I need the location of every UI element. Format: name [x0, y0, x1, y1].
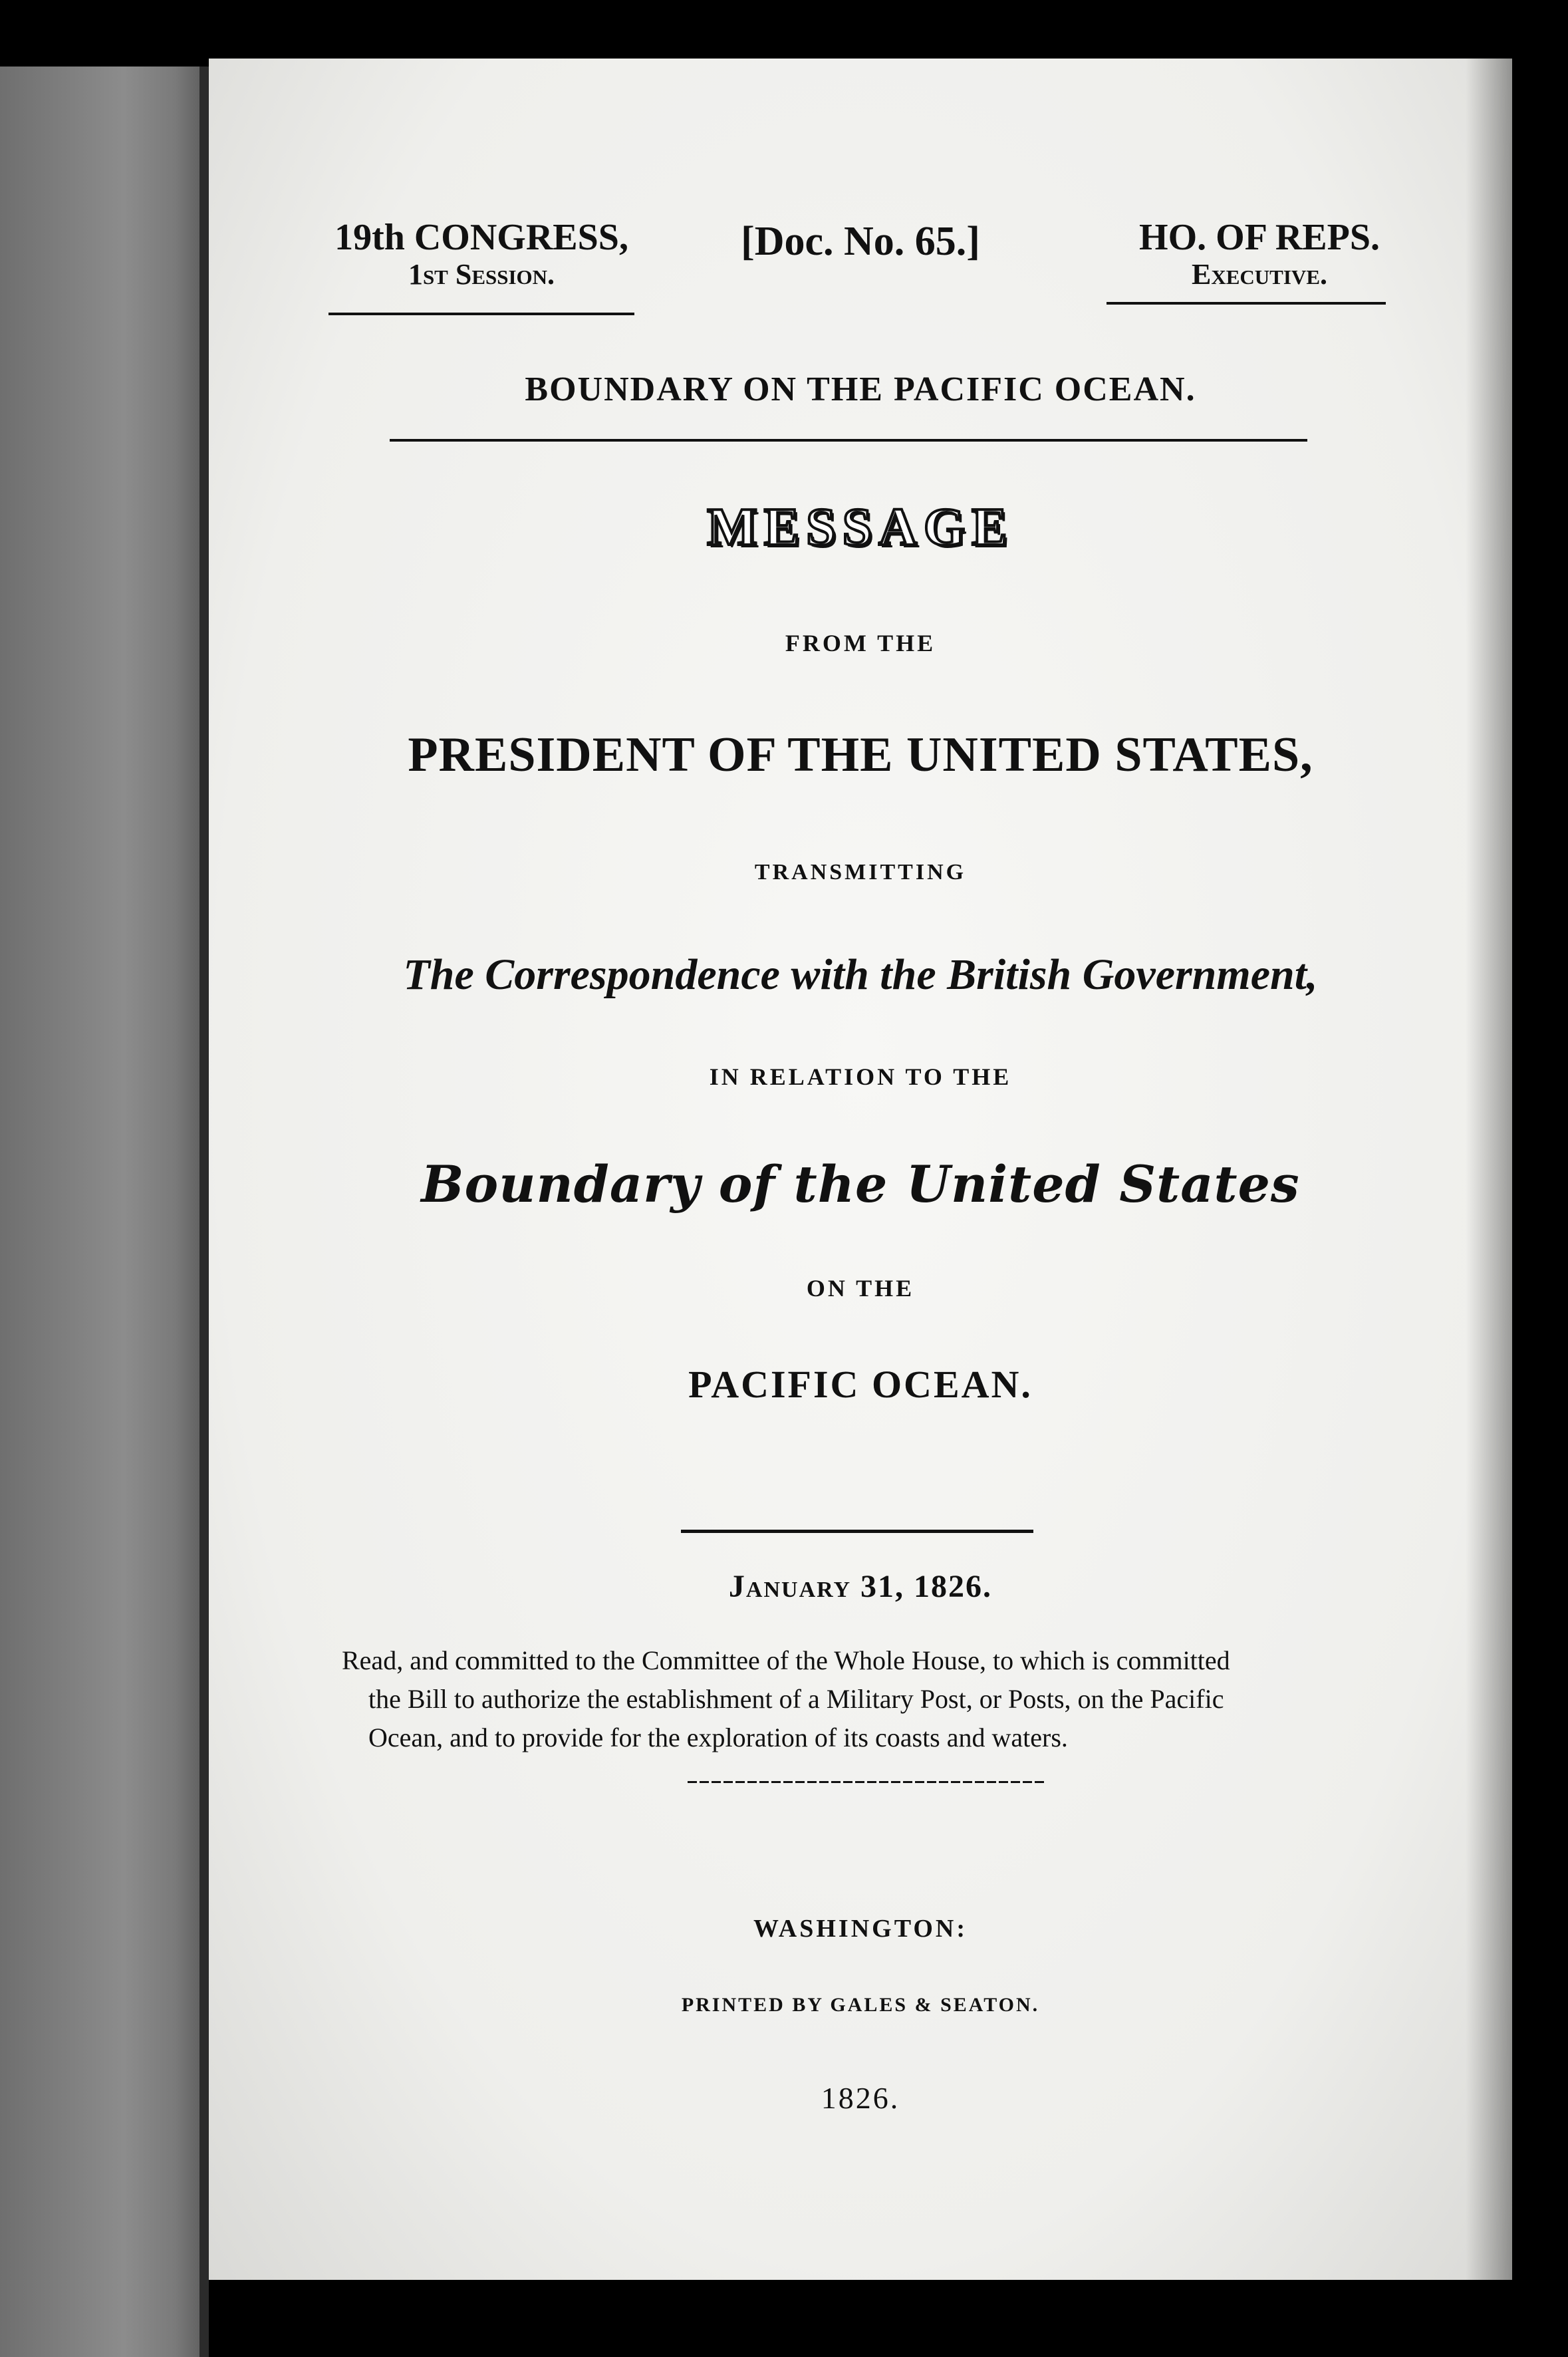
committal-line-2: the Bill to authorize the establishment of a Military Post, or Posts, on the Pacific	[368, 1684, 1224, 1714]
document-page	[209, 59, 1512, 2280]
header-left-rule	[328, 313, 634, 315]
committal-line-1: Read, and committed to the Committee of the Whole House, to which is committed	[342, 1645, 1230, 1675]
message-title: MESSAGE	[707, 498, 1014, 557]
subject-rule	[390, 439, 1307, 442]
subject-heading: BOUNDARY ON THE PACIFIC OCEAN.	[525, 370, 1196, 408]
committal-line-3: Ocean, and to provide for the exploration of its coasts and waters.	[368, 1723, 1068, 1752]
pacific-line: PACIFIC OCEAN.	[688, 1363, 1033, 1406]
from-the: FROM THE	[785, 630, 936, 656]
house-label: HO. OF REPS.	[1139, 217, 1380, 258]
header-left	[315, 217, 648, 291]
correspondence-line: The Correspondence with the British Government,	[403, 950, 1318, 999]
on-the: ON THE	[806, 1275, 915, 1302]
imprint-year: 1826.	[821, 2081, 900, 2115]
transmitting: TRANSMITTING	[754, 860, 967, 885]
in-relation: IN RELATION TO THE	[709, 1063, 1012, 1090]
boundary-line: Boundary of the United States	[421, 1155, 1300, 1214]
session-label: 1st Session.	[408, 258, 555, 291]
imprint-place: WASHINGTON:	[753, 1915, 968, 1943]
committal-text	[342, 1641, 1432, 1757]
date-rule	[681, 1530, 1033, 1533]
date-line: January 31, 1826.	[728, 1569, 993, 1604]
imprint-divider	[688, 1781, 1047, 1783]
header-right-rule	[1107, 302, 1386, 305]
congress-label: 19th CONGRESS,	[334, 217, 628, 258]
president-line: PRESIDENT OF THE UNITED STATES,	[408, 728, 1313, 782]
book-spine	[0, 67, 206, 2357]
executive-label: Executive.	[1192, 258, 1327, 291]
imprint-printer: PRINTED BY GALES & SEATON.	[681, 1994, 1040, 2016]
doc-number: [Doc. No. 65.]	[741, 219, 980, 264]
spine-edge	[199, 67, 209, 2357]
header-right	[1093, 217, 1426, 291]
